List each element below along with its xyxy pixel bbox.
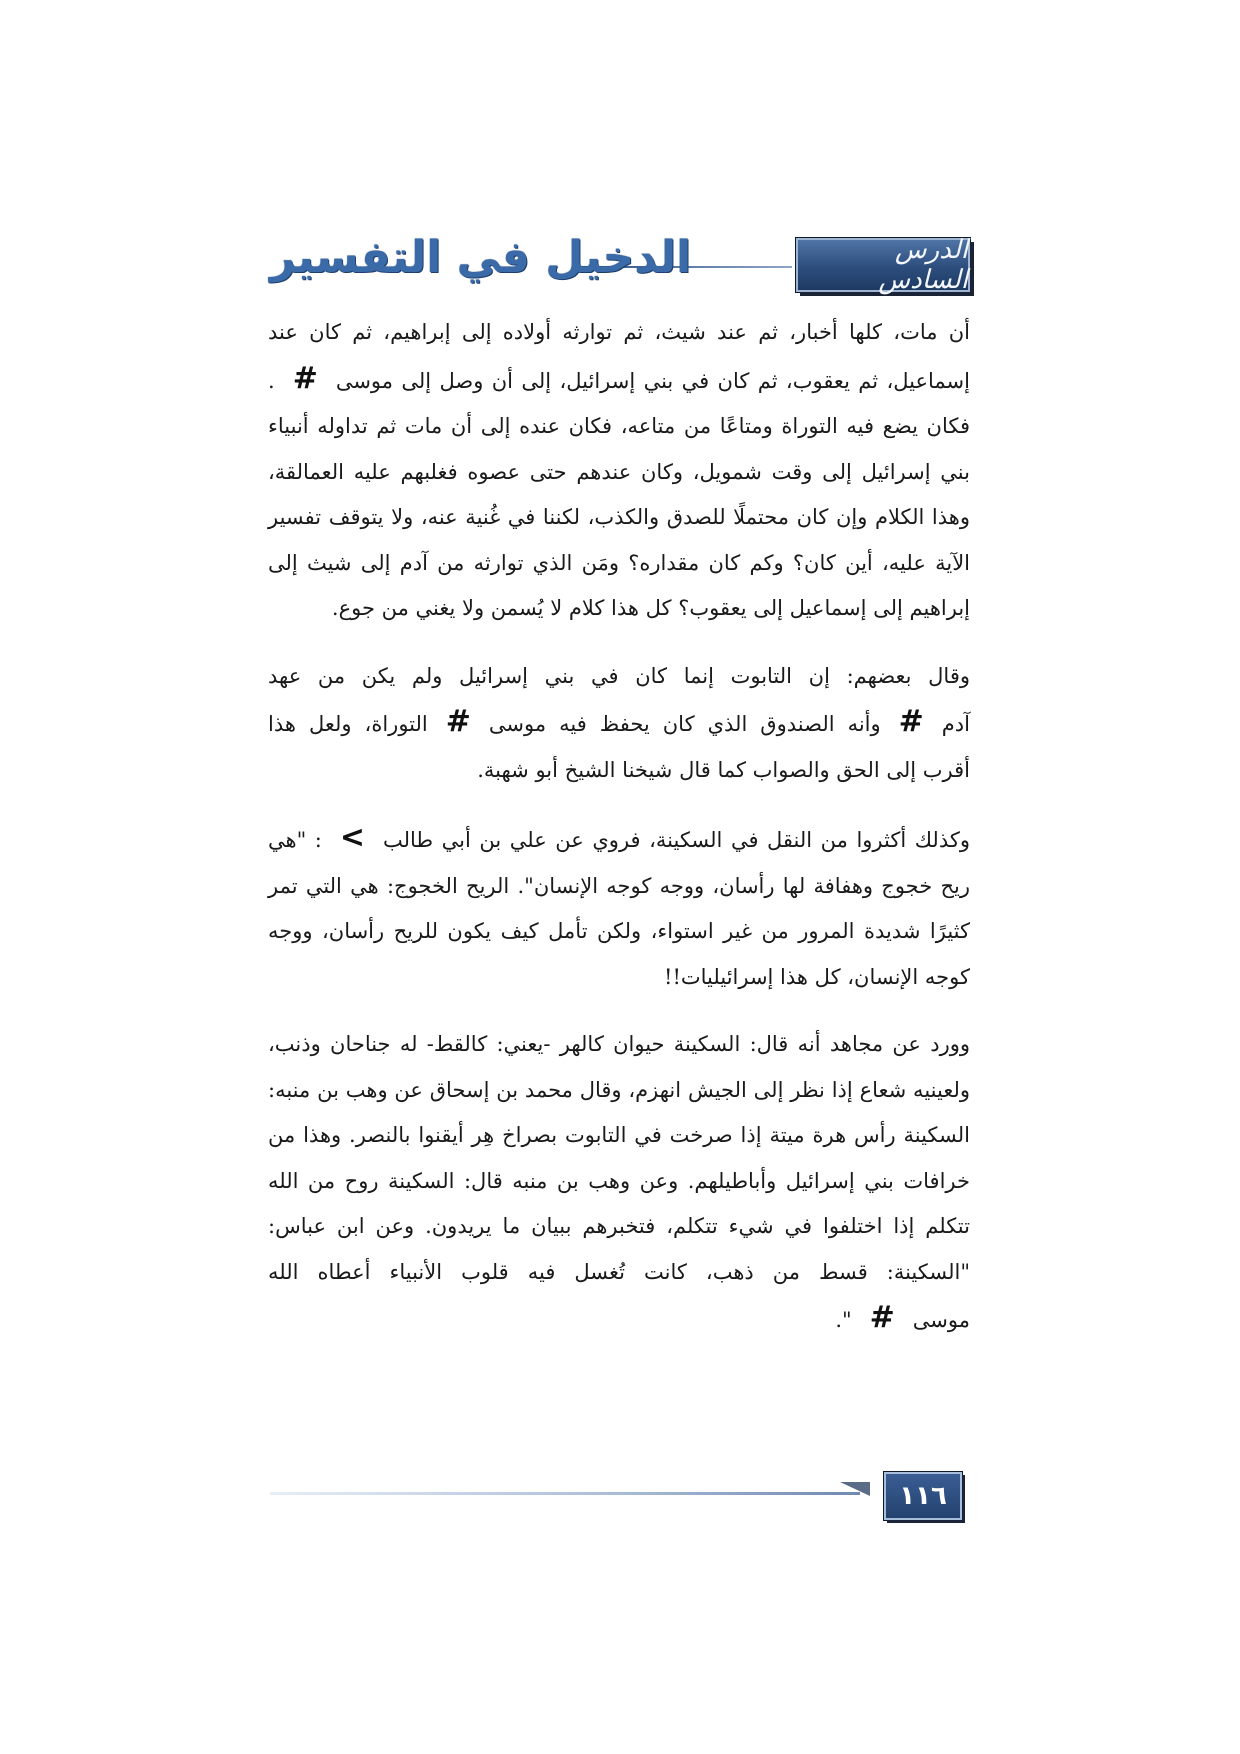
page-number-box bbox=[884, 1472, 962, 1520]
paragraph-text: التوراة، ولعل هذا أقرب إلى الحق والصواب كما قال شيخنا الشيخ أبو شهبة. bbox=[268, 712, 970, 782]
paragraph-text: وأنه الصندوق الذي كان يحفظ فيه موسى bbox=[488, 712, 881, 736]
paragraph bbox=[268, 310, 970, 632]
honorific-symbol-icon: # bbox=[292, 360, 318, 396]
paragraph-text: ". bbox=[835, 1308, 852, 1332]
paragraph-text: وكذلك أكثروا من النقل في السكينة، فروي عن علي بن أبي طالب bbox=[383, 828, 970, 852]
paragraph bbox=[268, 1022, 970, 1344]
honorific-symbol-icon: > bbox=[339, 820, 365, 855]
paragraph-text: أن مات، كلها أخبار، ثم عند شيث، ثم توارثه أولاده إلى إبراهيم، ثم كان عند إسماعيل، ثم يعقوب، ثم كان في بني إسرائيل، إلى أن وصل إلى موسى bbox=[268, 320, 970, 393]
page-number: ١١٦ bbox=[899, 1481, 947, 1511]
page-footer bbox=[270, 1472, 970, 1522]
paragraph-text: : "هي ريح خجوج وهفافة لها رأسان، ووجه كوجه الإنسان". الريح الخجوج: هي التي تمر كثيرًا شديدة المرور من غير استواء، ولكن تأمل كيف يكون للريح رأسان، ووجه كوجه الإنسان، كل هذا إسرائيليات!! bbox=[268, 828, 970, 989]
paragraph bbox=[268, 815, 970, 1000]
lesson-label: الدرس السادس bbox=[878, 235, 968, 295]
paragraph-text: وقال بعضهم: إن التابوت إنما كان في بني إسرائيل ولم يكن من عهد آدم bbox=[268, 663, 970, 736]
book-title: الدخيل في التفسير bbox=[270, 232, 692, 283]
honorific-symbol-icon: # bbox=[445, 704, 471, 739]
paragraph-text: وورد عن مجاهد أنه قال: السكينة حيوان كالهر -يعني: كالقط- له جناحان وذنب، ولعينيه شعاع إذا نظر إلى الجيش انهزم، وقال محمد بن إسحاق عن وهب بن منبه: السكينة رأس هرة ميتة إذا صرخت في التابوت بصراخ هِر أيقنوا بالنصر. وهذا من خرافات بني إسرائيل وأباطيلهم. وعن وهب بن منبه قال: السكينة روح من الله تتكلم إذا اختلفوا في شيء تتكلم، فتخبرهم ببيان ما يريدون. وعن ابن عباس: "السكينة: قسط من ذهب، كانت تُغسل فيه قلوب الأنبياء أعطاه الله موسى bbox=[268, 1032, 970, 1332]
footer-divider bbox=[270, 1492, 860, 1495]
paragraph bbox=[268, 654, 970, 794]
footer-ornament bbox=[840, 1482, 870, 1496]
page-header bbox=[270, 232, 970, 295]
honorific-symbol-icon: # bbox=[869, 1300, 895, 1335]
paragraph-text: . فكان يضع فيه التوراة ومتاعًا من متاعه، فكان عنده إلى أن مات ثم تداوله أنبياء بني إسرائيل إلى وقت شمويل، وكان عندهم حتى عصوه فغلبهم عليه العمالقة، وهذا الكلام وإن كان محتملًا للصدق والكذب، لكننا في غُنية عنه، ولا يتوقف تفسير الآية عليه، أين كان؟ وكم كان مقداره؟ ومَن الذي توارثه من آدم إلى شيث إلى إبراهيم إلى إسماعيل إلى يعقوب؟ كل هذا كلام لا يُسمن ولا يغني من جوع. bbox=[268, 368, 970, 620]
honorific-symbol-icon: # bbox=[898, 704, 924, 739]
page-body bbox=[268, 310, 970, 1366]
lesson-label-box bbox=[796, 235, 970, 295]
